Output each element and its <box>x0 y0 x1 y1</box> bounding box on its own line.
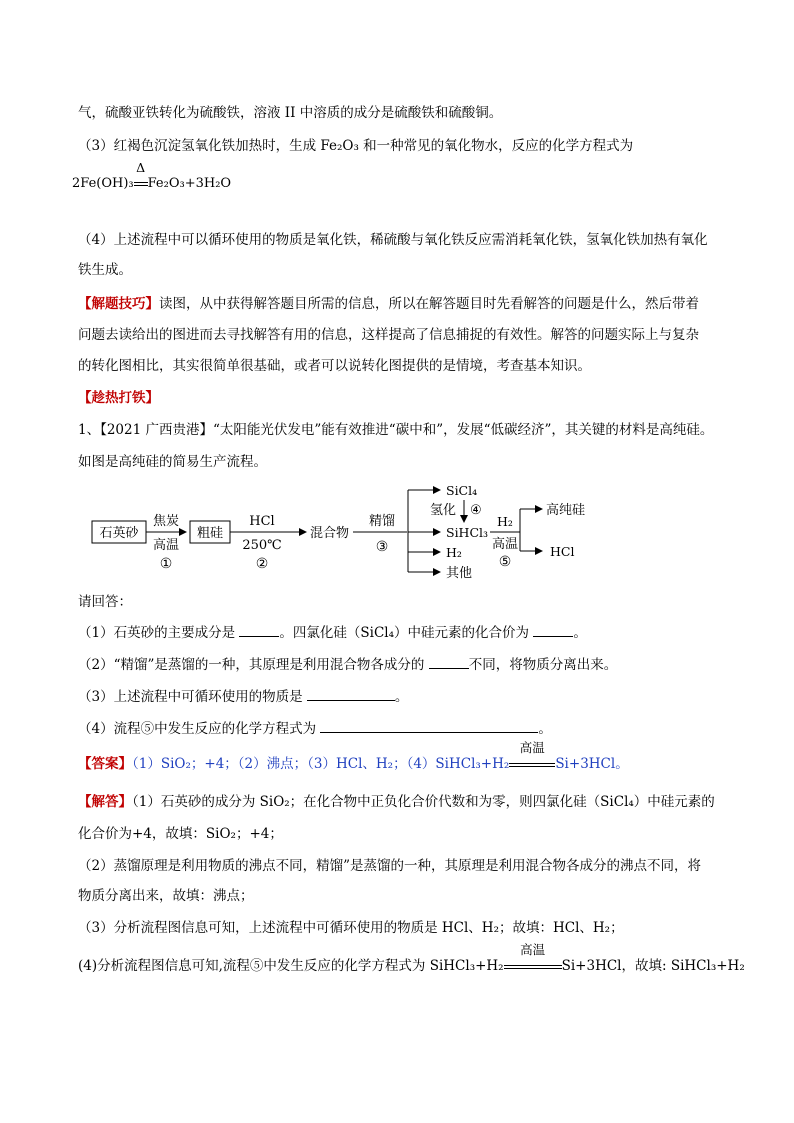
text-line: 问题去读给出的图进而去寻找解答有用的信息，这样提高了信息捕捉的有效性。解答的问题实际上与复杂 <box>78 327 699 343</box>
text-line: 物质分离出来，故填：沸点； <box>78 888 254 904</box>
question-stem: 1、【2021 广西贵港】“太阳能光伏发电”能有效推进“碳中和”，发展“低碳经济”，其关键的材料是高纯硅。 <box>78 422 714 438</box>
q3-text: （3）上述流程中可循环使用的物质是 <box>78 689 303 705</box>
product-hcl: HCl <box>550 544 575 559</box>
answer-blank[interactable] <box>307 686 395 701</box>
text-line: （2）蒸馏原理是利用物质的沸点不同，精馏”是蒸馏的一种，其原理是利用混合物各成分的沸点不同，将 <box>78 858 701 874</box>
q1-text: （1）石英砂的主要成分是 <box>78 625 236 641</box>
equation-condition <box>134 160 148 191</box>
solution-line <box>78 792 715 812</box>
output-sihcl3: SiHCl₃ <box>446 525 489 540</box>
text-line: 化合价为+4，故填：SiO₂；+4； <box>78 826 283 842</box>
question-1 <box>78 622 587 643</box>
condition-text: 高温 <box>520 942 546 957</box>
step2-reagent: HCl <box>249 514 275 529</box>
condition-text: Δ <box>136 160 146 175</box>
q3-end: 。 <box>394 689 409 705</box>
answer-blank[interactable] <box>320 718 538 733</box>
text-line: 铁生成。 <box>78 262 132 278</box>
q4-end: 。 <box>538 721 552 737</box>
question-stem: 如图是高纯硅的简易生产流程。 <box>78 454 267 470</box>
output-other: 其他 <box>446 566 473 581</box>
box1-label: 石英砂 <box>99 526 139 541</box>
step1-number: ① <box>159 556 173 572</box>
step1-condition: 高温 <box>152 538 180 553</box>
tip-paragraph <box>78 294 699 314</box>
solution-condition <box>504 942 562 976</box>
solution-text: （1）石英砂的成分为 SiO₂；在化合物中正负化合价代数和为零，则四氯化硅（SiCl₄）中硅元素的 <box>132 794 715 810</box>
text-line: 气，硫酸亚铁转化为硫酸铁，溶液 II 中溶质的成分是硫酸铁和硫酸铜。 <box>78 105 503 121</box>
mixture-label: 混合物 <box>310 526 350 541</box>
step1-reagent: 焦炭 <box>152 514 180 529</box>
q2-text2: 不同，将物质分离出来。 <box>468 657 618 673</box>
solution-text: (4)分析流程图信息可知,流程⑤中发生反应的化学方程式为 SiHCl₃+H₂ <box>78 958 504 974</box>
text-line: （3）红褐色沉淀氢氧化铁加热时，生成 Fe₂O₃ 和一种常见的氧化物水，反应的化学方程式为 <box>78 138 634 154</box>
step2-condition: 250℃ <box>242 538 282 553</box>
q1-end: 。 <box>573 625 587 641</box>
output-h2: H₂ <box>446 545 462 560</box>
answer-blank[interactable] <box>429 654 469 669</box>
step4-operation: 氢化 <box>430 503 457 518</box>
step5-reagent: H₂ <box>497 514 513 529</box>
solution-label: 【解答】 <box>78 794 132 810</box>
answer-text-end: Si+3HCl。 <box>555 756 629 772</box>
solution-text-end: Si+3HCl，故填: SiHCl₃+H₂ <box>561 958 745 974</box>
q1-text2: 。四氯化硅（SiCl₄）中硅元素的化合价为 <box>279 625 530 641</box>
answer-blank[interactable] <box>239 622 279 637</box>
step5-number: ⑤ <box>498 554 512 570</box>
text-line: 的转化图相比，其实很简单很基础，或者可以说转化图提供的是情境，考查基本知识。 <box>78 358 591 374</box>
step5-condition: 高温 <box>491 537 519 552</box>
answer-text: （1）SiO₂；+4；（2）沸点；（3）HCl、H₂；（4）SiHCl₃+H₂ <box>132 756 510 772</box>
step3-number: ③ <box>375 539 389 555</box>
text-line: 请回答： <box>78 594 132 610</box>
text-line: （4）上述流程中可以循环使用的物质是氧化铁，稀硫酸与氧化铁反应需消耗氧化铁，氢氧化铁加热有氧化 <box>78 232 708 248</box>
equation-left: 2Fe(OH)₃ <box>72 176 134 191</box>
step2-number: ② <box>255 556 269 572</box>
step4-number: ④ <box>470 503 482 518</box>
equation-right: Fe₂O₃+3H₂O <box>147 176 232 191</box>
answer-line <box>78 740 629 774</box>
text-line: （3）分析流程图信息可知，上述流程中可循环使用的物质是 HCl、H₂；故填：HCl、H₂； <box>78 920 624 936</box>
tip-text: 读图，从中获得解答题目所需的信息，所以在解答题目时先看解答的问题是什么，然后带着 <box>159 296 699 312</box>
question-2 <box>78 654 617 675</box>
product-pure-silicon: 高纯硅 <box>546 503 586 518</box>
output-sicl4: SiCl₄ <box>446 483 478 498</box>
solution-line-4 <box>78 942 745 976</box>
q2-text: （2）“精馏”是蒸馏的一种，其原理是利用混合物各成分的 <box>78 657 425 673</box>
step3-operation: 精馏 <box>368 514 396 529</box>
question-4 <box>78 718 552 739</box>
tip-label: 【解题技巧】 <box>78 296 159 312</box>
answer-condition <box>509 740 555 774</box>
process-flow-diagram <box>80 478 620 590</box>
answer-label: 【答案】 <box>78 756 132 772</box>
section-heading: 【趁热打铁】 <box>78 390 159 406</box>
equation-fe-oh3 <box>72 160 232 191</box>
answer-blank[interactable] <box>533 622 573 637</box>
question-3 <box>78 686 408 707</box>
box2-label: 粗硅 <box>196 526 224 541</box>
condition-text: 高温 <box>519 740 545 755</box>
q4-text: （4）流程⑤中发生反应的化学方程式为 <box>78 721 317 737</box>
